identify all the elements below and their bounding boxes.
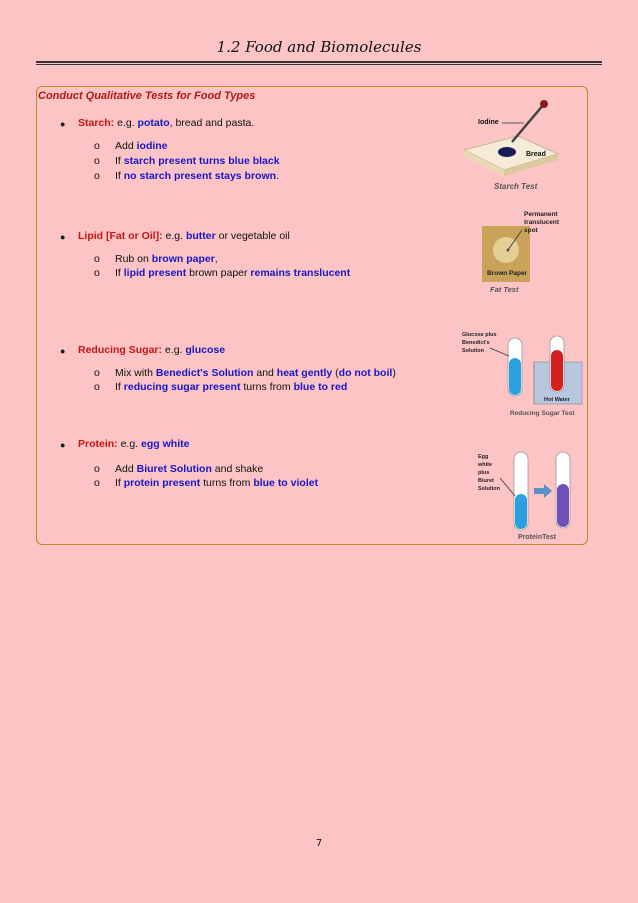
header-rule (36, 61, 602, 65)
bullet-marker: ● (60, 346, 66, 356)
starch-line (78, 117, 254, 129)
protein-label-3: plus (478, 470, 490, 476)
lipid-example: butter (185, 230, 216, 242)
bullet-marker: ● (60, 440, 66, 450)
sub-marker: o (94, 477, 100, 489)
lipid-eg: e.g. (162, 230, 186, 242)
protein-heading: Protein: (78, 438, 118, 450)
sugar-caption: Reducing Sugar Test (510, 410, 575, 417)
sub-marker: o (94, 170, 100, 182)
fat-test-illustration (478, 208, 568, 296)
sugar-label-1: Glucose plus (462, 332, 497, 338)
starch-rest: , bread and pasta. (169, 117, 255, 129)
protein-example: egg white (141, 438, 190, 450)
sugar-sub1-and: and (253, 367, 277, 379)
sugar-eg: e.g. (162, 344, 186, 356)
sugar-sub2-text: If (115, 381, 124, 393)
sub-marker: o (94, 367, 100, 379)
protein-sub2-keyword: protein present (123, 477, 201, 489)
sugar-sub1-noboil: do not boil (338, 367, 393, 379)
hot-water-label: Hot Water (544, 397, 570, 403)
sugar-sub2-result: blue to red (293, 381, 348, 393)
protein-label-2: white (478, 462, 493, 468)
lipid-sub1-keyword: brown paper (151, 253, 215, 265)
starch-test-illustration (458, 98, 568, 194)
sugar-example: glucose (185, 344, 226, 356)
protein-sub1-end: and shake (211, 463, 264, 475)
page-header-title: 1.2 Food and Biomolecules (216, 38, 422, 56)
sugar-heading: Reducing Sugar: (78, 344, 163, 356)
sugar-sub1-heat: heat gently (276, 367, 333, 379)
starch-sub2-text: If (115, 155, 124, 167)
protein-sub2-mid: turns from (200, 477, 254, 489)
protein-label-5: Solution (478, 486, 500, 492)
fat-spot-label-2: translucent (524, 219, 560, 226)
protein-label-4: Biuret (478, 478, 494, 484)
starch-caption: Starch Test (494, 182, 538, 191)
lipid-rest: or vegetable oil (215, 230, 290, 242)
starch-sub3-end: . (276, 170, 279, 182)
lipid-heading: Lipid [Fat or Oil]: (78, 230, 163, 242)
lipid-sub2-keyword: lipid present (123, 267, 187, 279)
sugar-sub1-close: ) (392, 367, 396, 379)
protein-sub2-text: If (115, 477, 124, 489)
starch-eg: e.g. (114, 117, 138, 129)
starch-sub3-text: If (115, 170, 124, 182)
page-number: 7 (315, 838, 323, 849)
bullet-marker: ● (60, 119, 66, 129)
sub-marker: o (94, 140, 100, 152)
protein-sub2-result: blue to violet (253, 477, 319, 489)
sugar-sub1-text: Mix with (115, 367, 156, 379)
starch-sub1-text: Add (115, 140, 137, 152)
sugar-label-3: Solution (462, 348, 484, 354)
brown-paper-label: Brown Paper (487, 270, 528, 277)
iodine-label: Iodine (478, 119, 499, 126)
lipid-sub2-mid: brown paper (186, 267, 251, 279)
fat-spot-label-1: Permanent (524, 211, 558, 218)
protein-line (78, 438, 189, 450)
protein-caption: ProteinTest (518, 534, 556, 541)
fat-caption: Fat Test (490, 285, 519, 294)
sugar-sub1-paren: ( (332, 367, 339, 379)
sub-marker: o (94, 253, 100, 265)
protein-label-1: Egg (478, 454, 489, 460)
starch-example: potato (137, 117, 170, 129)
starch-sub2-keyword: starch present turns blue black (123, 155, 280, 167)
bullet-marker: ● (60, 232, 66, 242)
fat-spot-label-3: spot (524, 227, 538, 234)
lipid-sub2-text: If (115, 267, 124, 279)
protein-sub1-text: Add (115, 463, 137, 475)
lipid-sub1-text: Rub on (115, 253, 152, 265)
sugar-sub2-keyword: reducing sugar present (123, 381, 241, 393)
box-title: Conduct Qualitative Tests for Food Types (38, 90, 256, 102)
sub-marker: o (94, 463, 100, 475)
protein-test-illustration (476, 448, 576, 542)
starch-sub1-keyword: iodine (136, 140, 168, 152)
protein-eg: e.g. (117, 438, 142, 450)
starch-heading: Starch: (78, 117, 115, 129)
sugar-sub2-mid: turns from (240, 381, 294, 393)
sugar-test-illustration (462, 326, 586, 418)
sugar-line (78, 344, 225, 356)
protein-sub1-keyword: Biuret Solution (136, 463, 212, 475)
lipid-sub2-result: remains translucent (250, 267, 351, 279)
lipid-sub1-end: , (214, 253, 218, 265)
sub-marker: o (94, 155, 100, 167)
sugar-sub1-keyword: Benedict's Solution (155, 367, 254, 379)
sub-marker: o (94, 381, 100, 393)
sub-marker: o (94, 267, 100, 279)
sugar-label-2: Benedict's (462, 340, 490, 346)
bread-label: Bread (526, 151, 546, 158)
lipid-line (78, 230, 290, 242)
starch-sub3-keyword: no starch present stays brown (123, 170, 277, 182)
